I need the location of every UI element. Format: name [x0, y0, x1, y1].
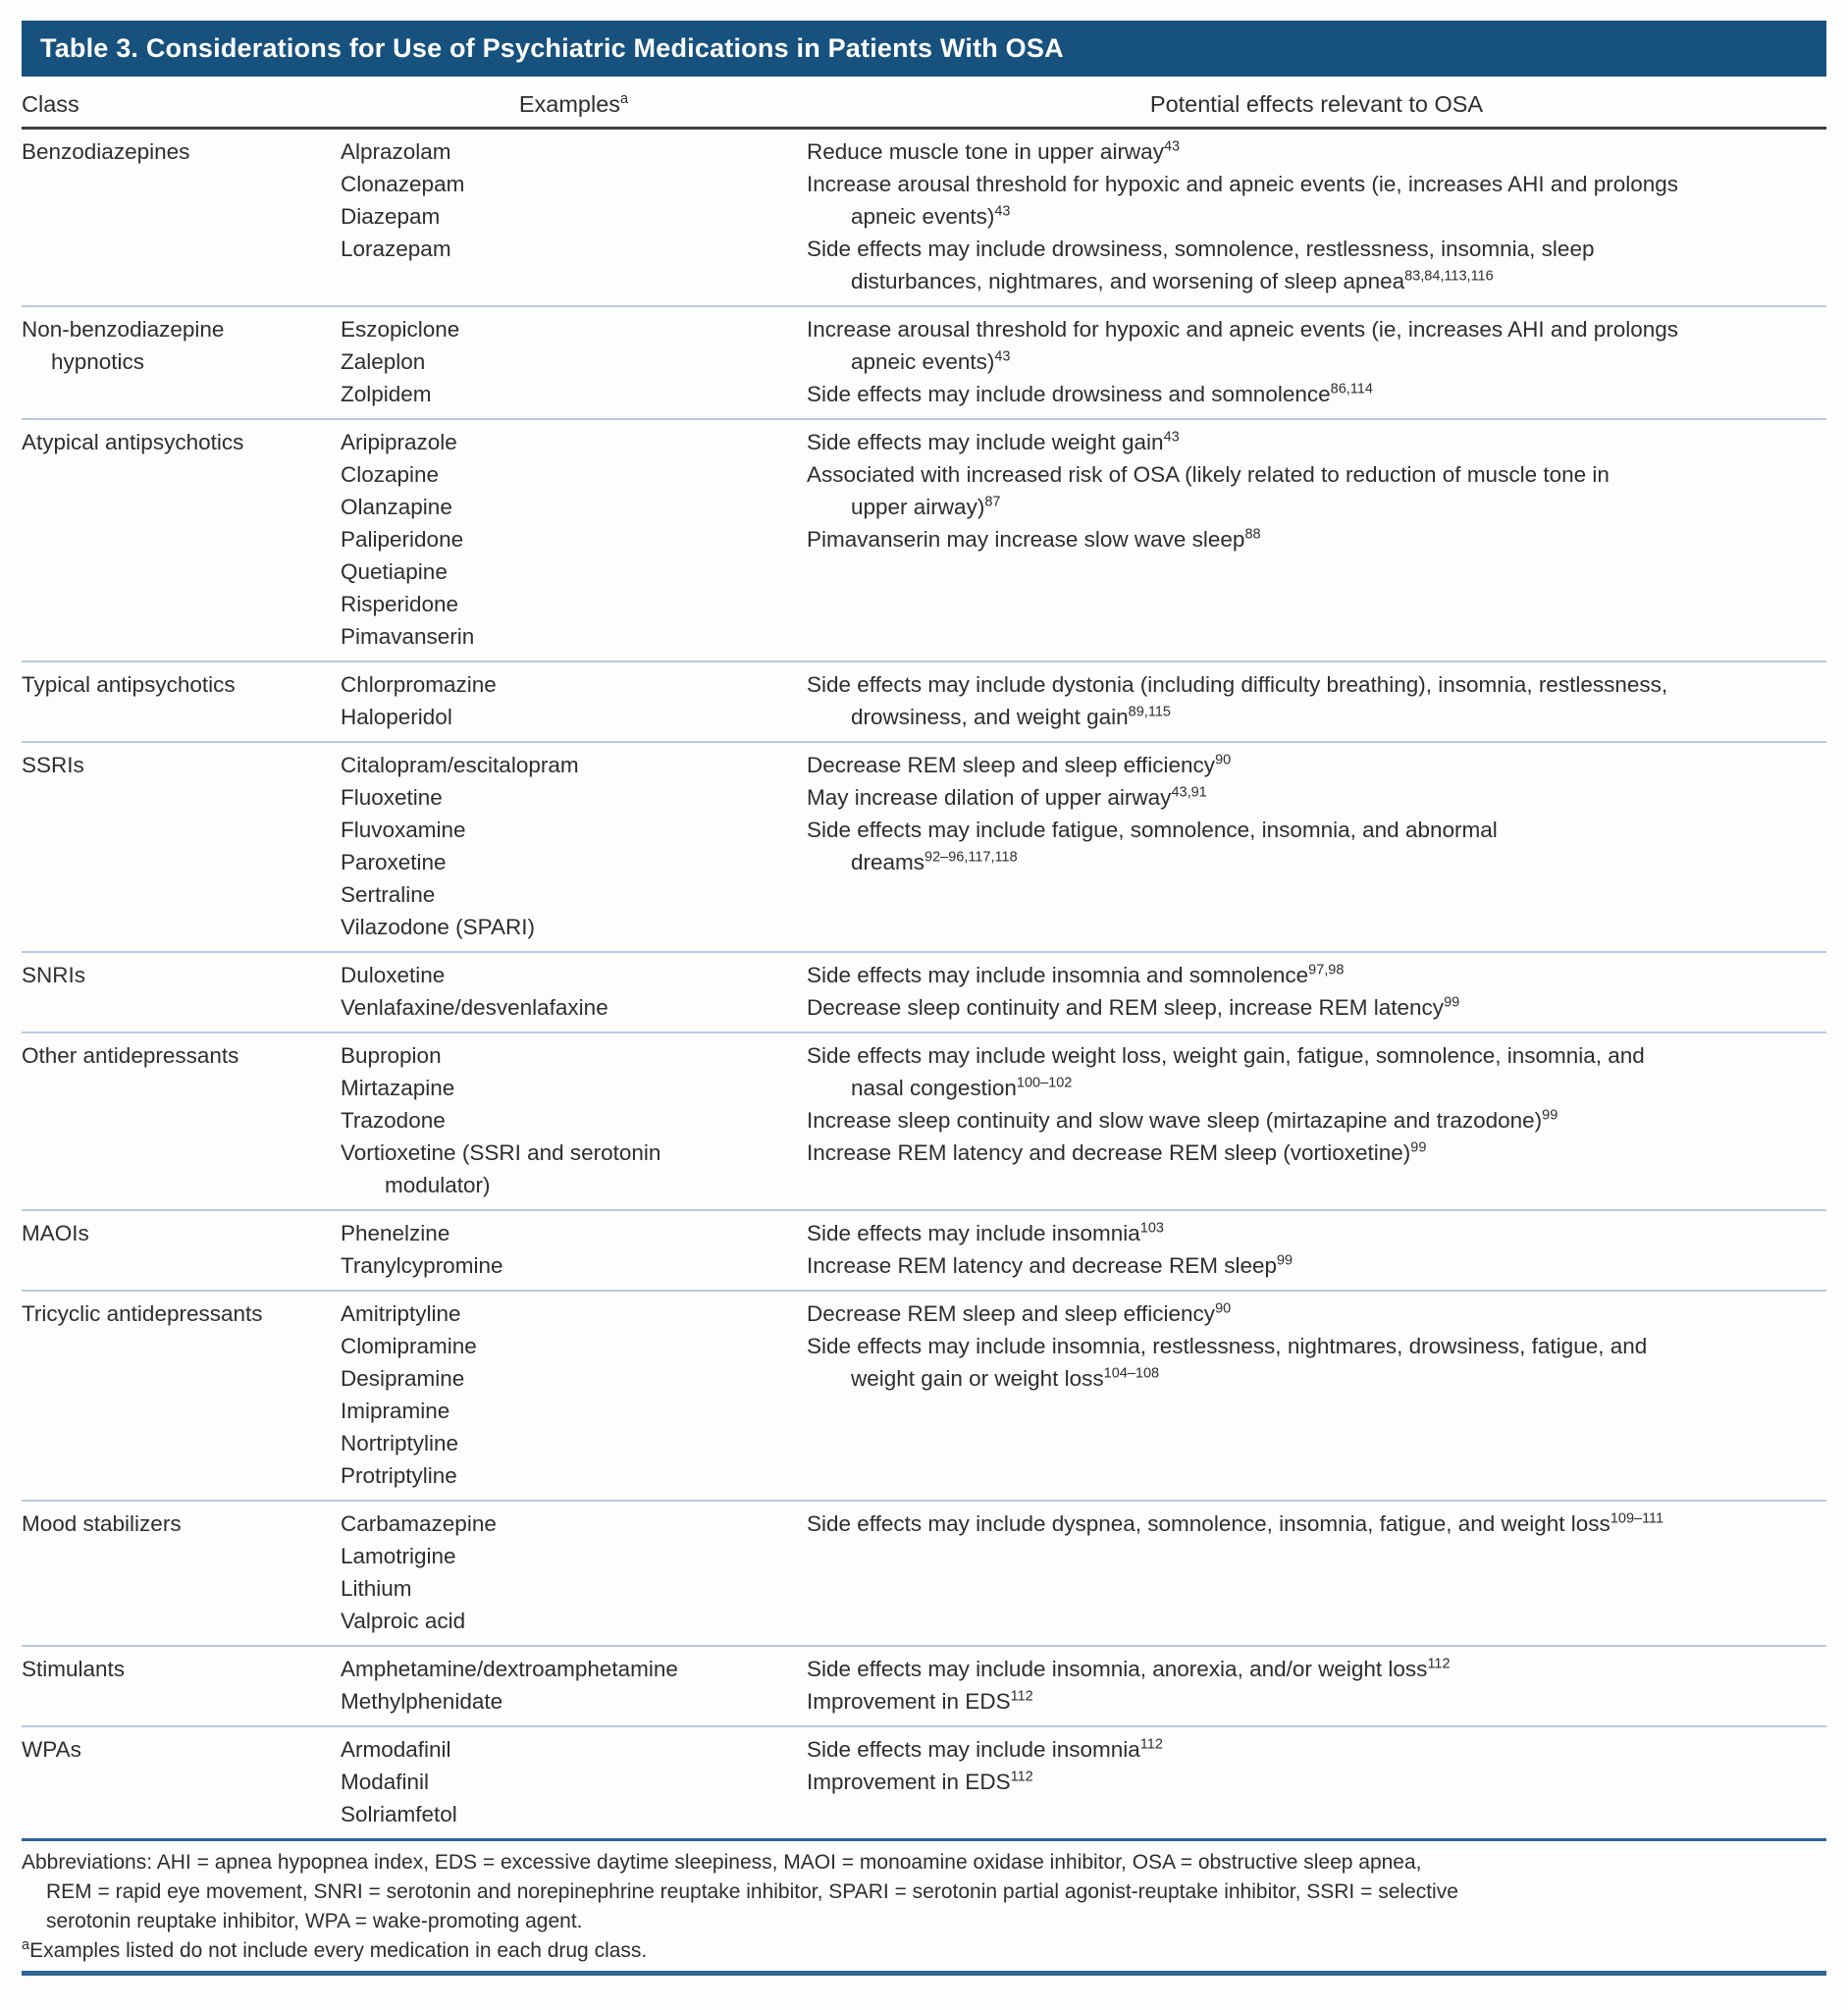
drug-class-name: Other antidepressants: [22, 1043, 239, 1068]
reference-superscript: 87: [984, 494, 1001, 510]
osa-effect-line: apneic events)$^{43}$: [851, 203, 1011, 229]
reference-superscript: 92–96,117,118: [924, 849, 1018, 866]
table-row: [22, 1031, 1826, 1209]
osa-effect-line: Side effects may include insomnia, anorexia, and/or weight loss$^{112}$: [807, 1656, 1451, 1681]
examples-cell: [341, 1733, 807, 1830]
osa-effect-line: Side effects may include drowsiness and somnolence$^{86,114}$: [807, 381, 1373, 406]
reference-superscript: 83,84,113,116: [1404, 268, 1494, 285]
drug-example: Clonazepam: [341, 172, 465, 196]
osa-effect-line: Side effects may include drowsiness, somnolence, restlessness, insomnia, sleep: [807, 237, 1595, 261]
osa-effect-line: weight gain or weight loss$^{104-108}$: [851, 1365, 1160, 1391]
table-row: [22, 1725, 1826, 1838]
osa-effect-line: Side effects may include fatigue, somnolence, insomnia, and abnormal: [807, 818, 1498, 842]
examples-cell: [341, 1508, 807, 1637]
table-row: [22, 951, 1826, 1031]
reference-superscript: 90: [1215, 752, 1232, 768]
reference-superscript: 88: [1244, 526, 1261, 543]
drug-example: Clomipramine: [341, 1334, 477, 1358]
drug-example: Diazepam: [341, 204, 441, 229]
osa-effect-line: Side effects may include insomnia$^{112}$: [807, 1736, 1163, 1762]
class-cell: [22, 668, 341, 733]
table-row: [22, 1209, 1826, 1290]
drug-example: Bupropion: [341, 1043, 442, 1068]
drug-class-name: Atypical antipsychotics: [22, 430, 244, 454]
effects-cell: [807, 1653, 1826, 1718]
drug-example: Clozapine: [341, 462, 440, 487]
class-cell: [22, 426, 341, 653]
abbreviation-line: REM = rapid eye movement, SNRI = serotonin and norepinephrine reuptake inhibitor, SPARI = serotonin partial agonist-reuptake inhibitor, SSRI = selective: [46, 1880, 1458, 1903]
osa-effect-line: Side effects may include dyspnea, somnolence, insomnia, fatigue, and weight loss$^{109-111}$: [807, 1510, 1664, 1536]
reference-superscript: 112: [1010, 1769, 1033, 1785]
examples-cell: [341, 1039, 807, 1201]
column-header-class: Class: [22, 91, 79, 117]
osa-effect-line: Side effects may include insomnia, restlessness, nightmares, drowsiness, fatigue, and: [807, 1334, 1648, 1358]
drug-example: Chlorpromazine: [341, 672, 497, 697]
drug-example: Fluoxetine: [341, 785, 443, 810]
table-row: [22, 741, 1826, 951]
table-row: [22, 1290, 1826, 1500]
osa-effect-line: Improvement in EDS$^{112}$: [807, 1688, 1033, 1714]
table-row: [22, 1500, 1826, 1645]
drug-example: Amphetamine/dextroamphetamine: [341, 1657, 678, 1681]
drug-example: Modafinil: [341, 1770, 430, 1794]
drug-example: Nortriptyline: [341, 1431, 459, 1455]
reference-superscript: 112: [1010, 1688, 1033, 1705]
drug-example: Fluvoxamine: [341, 818, 466, 842]
effects-cell: [807, 313, 1826, 410]
reference-superscript: 43: [994, 348, 1011, 365]
drug-example: Olanzapine: [341, 495, 452, 519]
reference-superscript: 112: [1427, 1656, 1451, 1672]
drug-example: Sertraline: [341, 882, 436, 907]
osa-effect-line: Increase sleep continuity and slow wave sleep (mirtazapine and trazodone)$^{99}$: [807, 1107, 1558, 1133]
drug-example: Mirtazapine: [341, 1076, 455, 1100]
drug-example: Pimavanserin: [341, 624, 475, 649]
drug-example: Alprazolam: [341, 139, 451, 164]
examples-footnote: [22, 1936, 1826, 1966]
reference-superscript: 99: [1276, 1252, 1294, 1269]
osa-effect-line: Associated with increased risk of OSA (likely related to reduction of muscle tone in: [807, 462, 1610, 487]
table-row: [22, 305, 1826, 418]
abbreviation-line: Abbreviations: AHI = apnea hypopnea index, EDS = excessive daytime sleepiness, MAOI = monoamine oxidase inhibitor, OSA = obstructive sleep apnea,: [22, 1851, 1422, 1874]
drug-example: modulator): [385, 1173, 491, 1197]
drug-example: Quetiapine: [341, 559, 448, 584]
class-cell: [22, 749, 341, 943]
drug-example: Haloperidol: [341, 705, 452, 729]
osa-effect-line: nasal congestion$^{100-102}$: [851, 1075, 1073, 1100]
osa-effect-line: Increase arousal threshold for hypoxic and apneic events (ie, increases AHI and prolongs: [807, 172, 1679, 196]
class-cell: [22, 1653, 341, 1718]
drug-example: Phenelzine: [341, 1221, 450, 1245]
osa-effect-line: dreams$^{92-96,117,118}$: [851, 849, 1018, 874]
reference-superscript: 97,98: [1308, 962, 1345, 979]
table-body: [22, 130, 1826, 1838]
effects-cell: [807, 1733, 1826, 1830]
examples-cell: [341, 1217, 807, 1282]
drug-example: Vilazodone (SPARI): [341, 915, 536, 939]
osa-effect-line: Increase REM latency and decrease REM sleep$^{99}$: [807, 1252, 1294, 1278]
drug-example: Vortioxetine (SSRI and serotonin: [341, 1140, 661, 1165]
effects-cell: [807, 959, 1826, 1024]
drug-example: Protriptyline: [341, 1463, 457, 1488]
class-cell: [22, 1217, 341, 1282]
osa-effect-line: drowsiness, and weight gain$^{89,115}$: [851, 704, 1171, 729]
column-header-row: [22, 88, 1826, 130]
drug-class-name: WPAs: [22, 1737, 81, 1762]
effects-cell: [807, 1508, 1826, 1637]
reference-superscript: 112: [1139, 1736, 1163, 1753]
reference-superscript: 43,91: [1171, 784, 1207, 801]
drug-example: Duloxetine: [341, 963, 446, 987]
drug-example: Lorazepam: [341, 237, 451, 261]
class-cell: [22, 135, 341, 297]
drug-example: Armodafinil: [341, 1737, 451, 1762]
reference-superscript: 90: [1215, 1300, 1232, 1317]
column-header-examples: [341, 88, 807, 121]
drug-example: Eszopiclone: [341, 317, 460, 342]
effects-cell: [807, 1039, 1826, 1201]
column-header-examples-label: Examples: [518, 91, 621, 117]
osa-effect-line: Side effects may include insomnia and somnolence$^{97,98}$: [807, 962, 1345, 987]
drug-example: Solriamfetol: [341, 1802, 457, 1826]
examples-cell: [341, 135, 807, 297]
class-cell: [22, 1297, 341, 1492]
drug-class-name: Mood stabilizers: [22, 1511, 182, 1536]
drug-example: Lithium: [341, 1576, 412, 1601]
osa-effect-line: Decrease sleep continuity and REM sleep, increase REM latency$^{99}$: [807, 994, 1460, 1020]
examples-cell: [341, 1297, 807, 1492]
drug-class-name: Tricyclic antidepressants: [22, 1301, 263, 1326]
drug-example: Tranylcypromine: [341, 1253, 503, 1278]
class-cell: [22, 1508, 341, 1637]
class-cell: [22, 959, 341, 1024]
osa-effect-line: Decrease REM sleep and sleep efficiency$^{90}$: [807, 752, 1232, 777]
examples-cell: [341, 1653, 807, 1718]
osa-effect-line: disturbances, nightmares, and worsening of sleep apnea$^{83,84,113,116}$: [851, 268, 1494, 293]
table-title-bar: [22, 21, 1826, 77]
table-row: [22, 418, 1826, 661]
effects-cell: [807, 749, 1826, 943]
class-cell: [22, 313, 341, 410]
reference-superscript: 99: [1542, 1107, 1558, 1124]
drug-example: Zolpidem: [341, 382, 432, 406]
reference-superscript: 43: [1163, 138, 1181, 155]
osa-effect-line: Pimavanserin may increase slow wave sleep$^{88}$: [807, 526, 1261, 552]
drug-class-name: SNRIs: [22, 963, 86, 987]
table-row: [22, 1645, 1826, 1725]
drug-example: Lamotrigine: [341, 1544, 456, 1568]
drug-example: Methylphenidate: [341, 1689, 503, 1714]
class-cell: [22, 1039, 341, 1201]
drug-example: Paroxetine: [341, 850, 447, 874]
drug-example: Citalopram/escitalopram: [341, 753, 579, 777]
effects-cell: [807, 1297, 1826, 1492]
drug-class-name: Benzodiazepines: [22, 139, 190, 164]
osa-effect-line: upper airway)$^{87}$: [851, 494, 1001, 519]
column-header-effects: Potential effects relevant to OSA: [1149, 91, 1484, 117]
osa-effect-line: Side effects may include insomnia$^{103}$: [807, 1220, 1164, 1245]
drug-example: Valproic acid: [341, 1609, 466, 1633]
reference-superscript: 43: [1163, 429, 1180, 446]
reference-superscript: 89,115: [1128, 704, 1171, 720]
abbreviation-line: serotonin reuptake inhibitor, WPA = wake-promoting agent.: [46, 1910, 583, 1932]
osa-effect-line: Reduce muscle tone in upper airway$^{43}$: [807, 138, 1181, 164]
drug-class-name: Stimulants: [22, 1657, 126, 1681]
drug-example: Aripiprazole: [341, 430, 457, 454]
drug-class-name: hypnotics: [51, 349, 145, 374]
reference-superscript: 100–102: [1016, 1075, 1073, 1091]
class-cell: [22, 1733, 341, 1830]
effects-cell: [807, 135, 1826, 297]
drug-class-name: SSRIs: [22, 753, 84, 777]
reference-superscript: 99: [1444, 994, 1460, 1011]
reference-superscript: 104–108: [1103, 1365, 1160, 1382]
reference-superscript: 99: [1410, 1139, 1427, 1156]
osa-effect-line: apneic events)$^{43}$: [851, 348, 1011, 374]
examples-footnote-marker: a: [620, 91, 629, 108]
table-row: [22, 130, 1826, 305]
drug-example: Paliperidone: [341, 527, 464, 552]
reference-superscript: 109–111: [1610, 1510, 1664, 1527]
osa-effect-line: Side effects may include dystonia (including difficulty breathing), insomnia, restlessness,: [807, 672, 1668, 697]
drug-example: Trazodone: [341, 1108, 446, 1133]
drug-example: Risperidone: [341, 592, 459, 616]
examples-cell: [341, 959, 807, 1024]
drug-class-name: Typical antipsychotics: [22, 672, 236, 697]
osa-effect-line: Increase arousal threshold for hypoxic and apneic events (ie, increases AHI and prolongs: [807, 317, 1679, 342]
examples-cell: [341, 426, 807, 653]
examples-cell: [341, 313, 807, 410]
effects-cell: [807, 668, 1826, 733]
reference-superscript: 103: [1139, 1220, 1164, 1237]
osa-effect-line: Side effects may include weight loss, weight gain, fatigue, somnolence, insomnia, and: [807, 1043, 1645, 1068]
examples-footnote-text: Examples listed do not include every medication in each drug class.: [29, 1939, 648, 1962]
drug-example: Zaleplon: [341, 349, 426, 374]
table-title: Table 3. Considerations for Use of Psychiatric Medications in Patients With OSA: [40, 33, 1064, 63]
examples-cell: [341, 668, 807, 733]
effects-cell: [807, 1217, 1826, 1282]
examples-footnote-marker: a: [22, 1937, 30, 1953]
osa-effect-line: Side effects may include weight gain$^{43}$: [807, 429, 1180, 454]
effects-cell: [807, 426, 1826, 653]
abbreviations-note: [22, 1848, 1826, 1936]
drug-example: Carbamazepine: [341, 1511, 497, 1536]
reference-superscript: 43: [994, 203, 1011, 220]
osa-effect-line: Decrease REM sleep and sleep efficiency$^{90}$: [807, 1300, 1232, 1326]
table-footnotes: [22, 1838, 1826, 1966]
reference-superscript: 86,114: [1330, 381, 1373, 397]
drug-example: Desipramine: [341, 1366, 465, 1391]
drug-class-name: Non-benzodiazepine: [22, 317, 225, 342]
drug-class-name: MAOIs: [22, 1221, 89, 1245]
osa-effect-line: Improvement in EDS$^{112}$: [807, 1769, 1033, 1794]
examples-cell: [341, 749, 807, 943]
drug-example: Amitriptyline: [341, 1301, 461, 1326]
drug-example: Venlafaxine/desvenlafaxine: [341, 995, 608, 1020]
osa-effect-line: May increase dilation of upper airway$^{43,91}$: [807, 784, 1207, 810]
bottom-rule: [22, 1971, 1826, 1976]
drug-example: Imipramine: [341, 1399, 450, 1423]
osa-effect-line: Increase REM latency and decrease REM sleep (vortioxetine)$^{99}$: [807, 1139, 1427, 1165]
table-row: [22, 661, 1826, 741]
